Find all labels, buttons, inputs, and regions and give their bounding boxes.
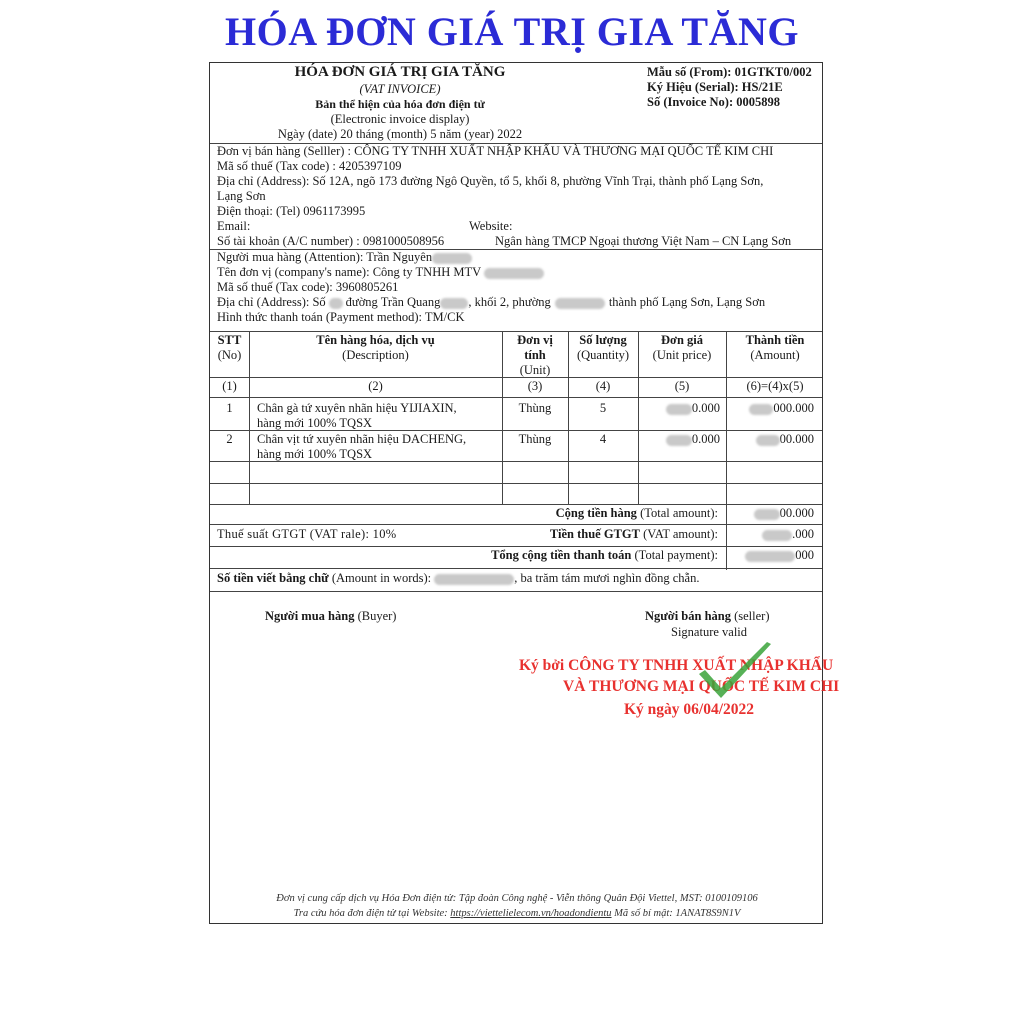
seller-address-1: Địa chỉ (Address): Số 12A, ngõ 173 đường Ngô Quyền, tổ 5, khối 8, phường Vĩnh Trại, thành phố Lạng Sơn, <box>217 174 764 188</box>
row-1-price <box>666 401 720 416</box>
seller-signature-label-en: (seller) <box>734 609 770 623</box>
buyer-address-a: Địa chỉ (Address): Số <box>217 295 326 309</box>
row-1-desc-1: Chân gà tứ xuyên nhãn hiệu YIJIAXIN, <box>257 401 457 415</box>
row-1-qty: 5 <box>599 401 607 415</box>
redacted-mark <box>762 530 792 541</box>
header-description-en: (Description) <box>342 348 409 362</box>
index-cell: (6)=(4)x(5) <box>746 379 804 393</box>
divider <box>210 568 822 569</box>
seller-phone: Điện thoại: (Tel) 0961173995 <box>217 204 366 218</box>
row-2-desc-2: hàng mới 100% TQSX <box>257 447 373 461</box>
redacted-mark <box>555 298 605 309</box>
header-quantity-en: (Quantity) <box>576 348 630 362</box>
header-amount-en: (Amount) <box>750 348 800 362</box>
form-number: Mẫu số (From): 01GTKT0/002 <box>647 65 812 79</box>
redacted-mark <box>434 574 514 585</box>
table-bottom-border <box>210 504 822 505</box>
buyer-signature-label-b: Người mua hàng <box>265 609 355 623</box>
index-cell: (2) <box>368 379 383 393</box>
seller-account: Số tài khoản (A/C number) : 0981000508956 <box>217 234 445 248</box>
header-unit-2: tính <box>524 348 546 362</box>
row-2-amount-text: 00.000 <box>779 432 814 446</box>
index-cell: (3) <box>527 379 543 393</box>
payment-method: Hình thức thanh toán (Payment method): TM/CK <box>217 310 465 324</box>
row-2-amount <box>756 432 814 447</box>
row-2-unit: Thùng <box>518 432 552 446</box>
divider <box>210 546 822 547</box>
index-cell: (1) <box>222 379 237 393</box>
display-line-2: (Electronic invoice display) <box>330 112 470 126</box>
seller-tax-code: Mã số thuế (Tax code) : 4205397109 <box>217 159 402 173</box>
invoice-number: Số (Invoice No): 0005898 <box>647 95 780 109</box>
invoice-date: Ngày (date) 20 tháng (month) 5 năm (year) 2022 <box>277 127 523 141</box>
buyer-attention-text: Người mua hàng (Attention): Trần Nguyên <box>217 250 433 264</box>
amount-in-words-label-b: Số tiền viết bằng chữ <box>217 571 329 585</box>
header-no-en: (No) <box>217 348 242 362</box>
divider <box>210 524 822 525</box>
row-2-price-text: 0.000 <box>691 432 720 446</box>
page-banner-title: HÓA ĐƠN GIÁ TRỊ GIA TĂNG <box>225 9 799 54</box>
footer-provider: Đơn vị cung cấp dịch vụ Hóa Đơn điện tử: Tập đoàn Công nghệ - Viễn thông Quân Đội Viettel, MST: 0100109106 <box>276 893 758 904</box>
vat-amount-label-b: Tiền thuế GTGT <box>549 527 640 541</box>
footer-lookup-link[interactable]: https://viettelielecom.vn/hoadondientu <box>450 908 612 919</box>
header-no: STT <box>217 333 242 347</box>
vat-amount-value <box>762 527 814 542</box>
vat-amount-label <box>550 527 718 542</box>
table-index-border <box>210 397 822 398</box>
footer-lookup-label: Tra cứu hóa đơn điện tử tại Website: <box>293 908 448 919</box>
redacted-mark <box>756 435 780 446</box>
buyer-signature-label-en: (Buyer) <box>357 609 397 623</box>
redacted-mark <box>745 551 795 562</box>
invoice-subtitle: (VAT INVOICE) <box>359 82 441 96</box>
seller-address-2: Lạng Sơn <box>217 189 266 203</box>
invoice-document <box>209 62 823 924</box>
amount-in-words <box>217 571 699 586</box>
header-unit-price: Đơn giá <box>661 333 703 347</box>
row-2-qty: 4 <box>599 432 607 446</box>
index-cell: (4) <box>595 379 611 393</box>
col-divider <box>726 504 727 570</box>
total-amount-value <box>754 506 814 521</box>
buyer-address-c: , khối 2, phường <box>468 295 551 309</box>
buyer-signature-label <box>265 609 396 624</box>
total-amount-label <box>556 506 718 521</box>
buyer-address <box>217 295 765 310</box>
grand-total-value <box>745 548 814 563</box>
check-mark-icon <box>695 640 775 708</box>
vat-rate: Thuế suất GTGT (VAT rale): 10% <box>217 527 397 541</box>
footer-lookup <box>210 908 824 919</box>
seller-signature-label-b: Người bán hàng <box>645 609 731 623</box>
signature-valid: Signature valid <box>671 625 748 639</box>
grand-total-value-text: 000 <box>795 548 814 562</box>
row-1-unit: Thùng <box>518 401 552 415</box>
buyer-tax-code: Mã số thuế (Tax code): 3960805261 <box>217 280 399 294</box>
signed-by-line-1: Ký bởi CÔNG TY TNHH XUẤT NHẬP KHẨU <box>519 657 834 674</box>
seller-email: Email: <box>217 219 251 233</box>
seller-signature-label <box>645 609 770 624</box>
redacted-mark <box>666 404 692 415</box>
grand-total-label-en: (Total payment): <box>634 548 718 562</box>
total-amount-label-en: (Total amount): <box>640 506 718 520</box>
signed-by-line-2: VÀ THƯƠNG MẠI QUỐC TẾ KIM CHI <box>563 678 840 695</box>
buyer-address-d: thành phố Lạng Sơn, Lạng Sơn <box>608 295 766 309</box>
vat-amount-value-text: .000 <box>792 527 814 541</box>
serial-number: Ký Hiệu (Serial): HS/21E <box>647 80 783 94</box>
seller-name: Đơn vị bán hàng (Selller) : CÔNG TY TNHH XUẤT NHẬP KHẨU VÀ THƯƠNG MẠI QUỐC TẾ KIM CHI <box>217 144 774 158</box>
header-unit-price-en: (Unit price) <box>652 348 712 362</box>
redacted-mark <box>754 509 780 520</box>
signed-date: Ký ngày 06/04/2022 <box>624 701 755 718</box>
divider <box>210 591 822 592</box>
row-1-amount-text: 000.000 <box>773 401 814 415</box>
vat-amount-label-en: (VAT amount): <box>643 527 718 541</box>
redacted-mark <box>432 253 472 264</box>
seller-website: Website: <box>469 219 513 233</box>
row-1-amount <box>749 401 814 416</box>
amount-in-words-value: , ba trăm tám mươi nghìn đồng chẵn. <box>514 571 700 585</box>
header-unit: Đơn vị <box>517 333 553 347</box>
header-description: Tên hàng hóa, dịch vụ <box>316 333 435 347</box>
total-amount-value-text: 00.000 <box>779 506 814 520</box>
buyer-company-text: Tên đơn vị (company's name): Công ty TNHH MTV <box>217 265 481 279</box>
header-quantity: Số lượng <box>579 333 627 347</box>
row-2-price <box>666 432 720 447</box>
row-1-price-text: 0.000 <box>691 401 720 415</box>
header-unit-en: (Unit) <box>519 363 551 377</box>
header-amount: Thành tiền <box>745 333 805 347</box>
buyer-attention <box>217 250 472 265</box>
redacted-mark <box>749 404 773 415</box>
total-amount-label-b: Cộng tiền hàng <box>555 506 637 520</box>
buyer-company <box>217 265 544 280</box>
index-cell: (5) <box>674 379 690 393</box>
display-line-1: Bản thể hiện của hóa đơn điện tử <box>315 97 485 111</box>
redacted-mark <box>484 268 544 279</box>
invoice-title: HÓA ĐƠN GIÁ TRỊ GIA TĂNG <box>294 64 506 80</box>
row-2-desc-1: Chân vịt tứ xuyên nhãn hiệu DACHENG, <box>257 432 467 446</box>
buyer-address-b: đường Trần Quang <box>345 295 441 309</box>
redacted-mark <box>329 298 343 309</box>
table-row-border <box>210 483 822 484</box>
grand-total-label <box>491 548 718 563</box>
seller-bank: Ngân hàng TMCP Ngoại thương Việt Nam – CN Lạng Sơn <box>495 234 792 248</box>
footer-secret-code: Mã số bí mật: 1ANAT8S9N1V <box>614 908 741 919</box>
redacted-mark <box>440 298 468 309</box>
row-1-no: 1 <box>226 401 233 415</box>
redacted-mark <box>666 435 692 446</box>
amount-in-words-label-en: (Amount in words): <box>331 571 432 585</box>
row-1-desc-2: hàng mới 100% TQSX <box>257 416 373 430</box>
grand-total-label-b: Tổng cộng tiền thanh toán <box>491 548 632 562</box>
table-top-border <box>210 331 822 332</box>
row-2-no: 2 <box>226 432 233 446</box>
